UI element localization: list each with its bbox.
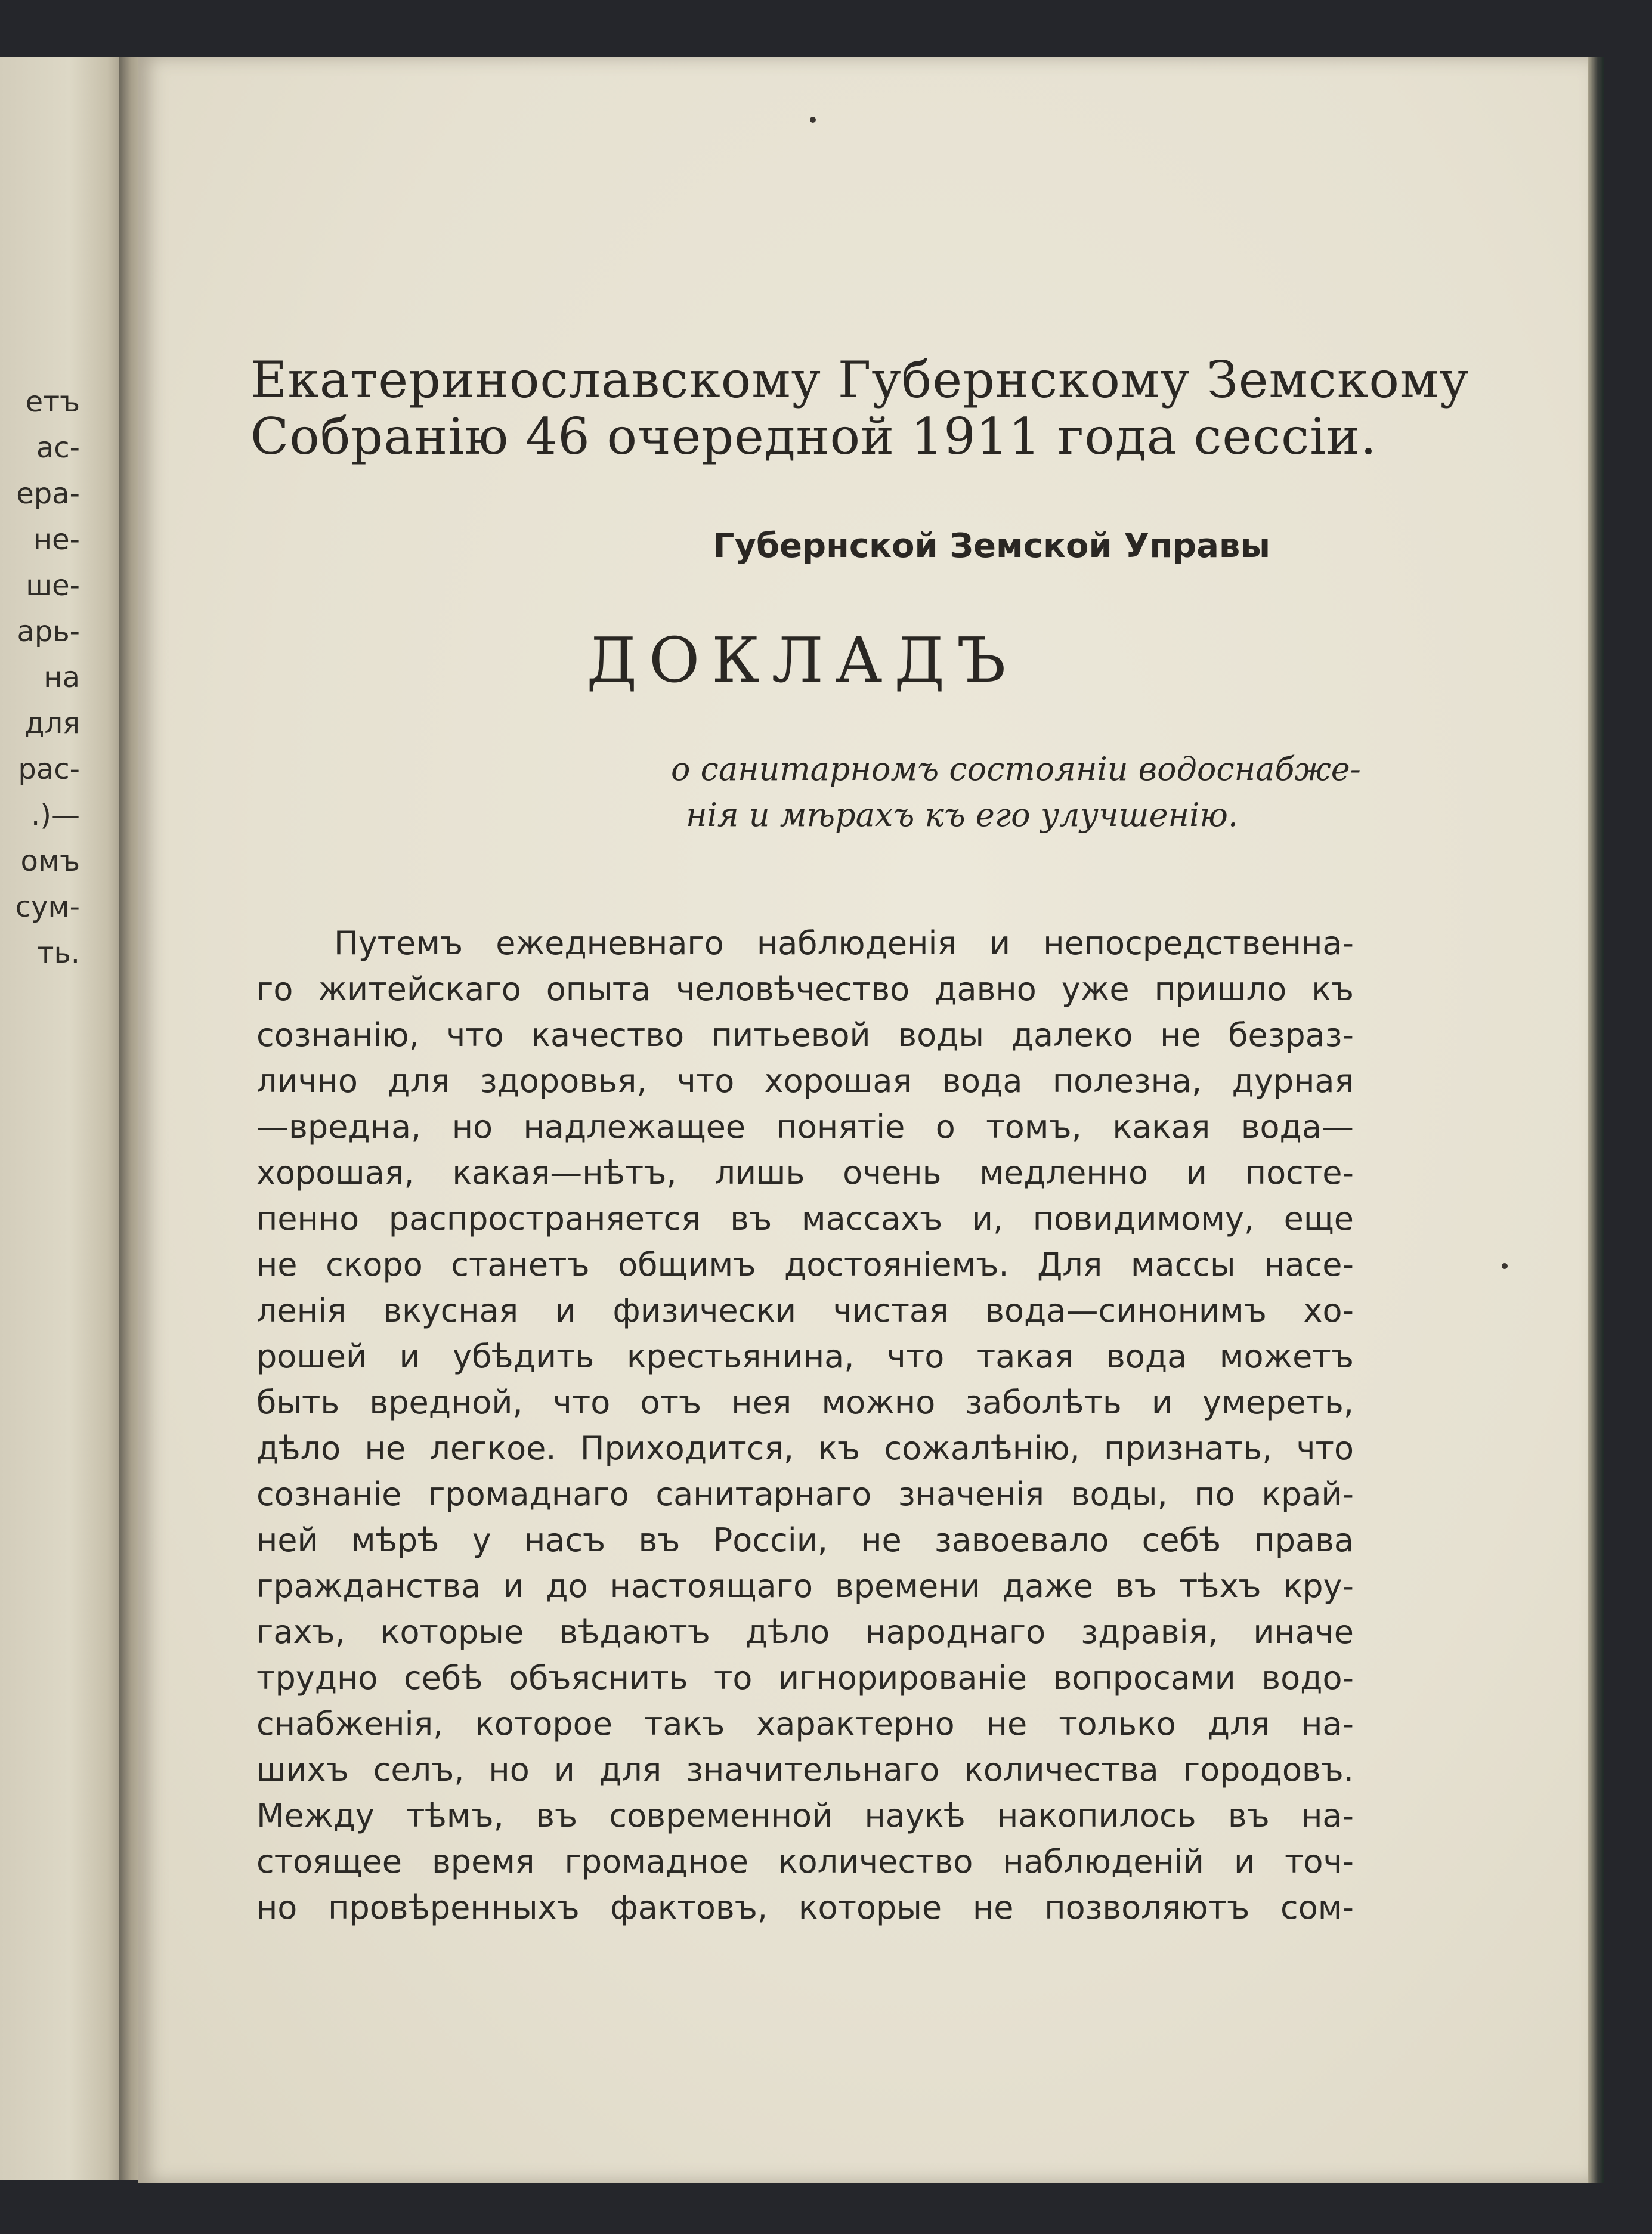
body-line: сознанію, что качество питьевой воды далеко не безраз- [256,1016,1354,1054]
body-line: сознаніе громаднаго санитарнаго значенія воды, по край- [256,1475,1354,1513]
body-line: —вредна, но надлежащее понятіе о томъ, какая вода— [256,1108,1354,1146]
left-page-fragment: не- [33,523,80,556]
left-page-fragment: .)— [31,799,80,832]
body-line: гражданства и до настоящаго времени даже въ тѣхъ кру- [256,1567,1354,1605]
left-page-fragment: омъ [20,844,80,878]
body-line: ленія вкусная и физически чистая вода—синонимъ хо- [256,1292,1354,1329]
left-page-fragment: ас- [36,431,80,465]
previous-page [0,57,126,2180]
body-line: дѣло не легкое. Приходится, къ сожалѣнію, признать, что [256,1429,1354,1467]
left-page-fragment: ера- [16,477,80,510]
left-page-fragment: сум- [15,890,80,924]
left-page-fragment: арь- [17,615,80,648]
body-line: Между тѣмъ, въ современной наукѣ накопилось въ на- [256,1797,1354,1834]
left-page-fragment: на [44,661,80,694]
page-edge [1588,57,1604,2183]
body-line: снабженія, которое такъ характерно не только для на- [256,1705,1354,1743]
body-line: ней мѣрѣ у насъ въ Россіи, не завоевало себѣ права [256,1521,1354,1559]
body-line: лично для здоровья, что хорошая вода полезна, дурная [256,1062,1354,1100]
body-line: не скоро станетъ общимъ достояніемъ. Для массы насе- [256,1246,1354,1283]
body-line: стоящее время громадное количество наблюденій и точ- [256,1843,1354,1880]
left-page-fragment: етъ [25,385,80,419]
issuer-line: Губернской Земской Управы [713,527,1270,565]
body-line: трудно себѣ объяснить то игнорированіе вопросами водо- [256,1659,1354,1697]
body-line: шихъ селъ, но и для значительнаго количества городовъ. [256,1751,1354,1789]
paper-speck [1502,1263,1508,1269]
left-page-fragment: ть. [37,936,80,970]
heading-line: Собранію 46 очередной 1911 года сессіи. [250,407,1377,466]
subtitle-line: нія и мѣрахъ къ его улучшенію. [686,796,1239,834]
paper-speck [810,117,816,123]
body-line: но провѣренныхъ фактовъ, которые не позволяютъ сом- [256,1889,1354,1926]
left-page-fragment: рас- [18,753,80,786]
subtitle-line: о санитарномъ состояніи водоснабже- [671,750,1361,788]
heading-line: Екатеринославскому Губернскому Земскому [250,351,1470,409]
body-line: пенно распространяется въ массахъ и, повидимому, еще [256,1200,1354,1237]
body-line: хорошая, какая—нѣтъ, лишь очень медленно и посте- [256,1154,1354,1192]
body-line: Путемъ ежедневнаго наблюденія и непосредственна- [334,924,1354,962]
body-line: быть вредной, что отъ нея можно заболѣть и умереть, [256,1384,1354,1421]
body-line: гахъ, которые вѣдаютъ дѣло народнаго здравія, иначе [256,1613,1354,1651]
document-title: ДОКЛАДЪ [586,624,1018,697]
left-page-fragment: для [24,707,80,740]
left-page-fragment: ше- [26,569,80,602]
body-line: рошей и убѣдить крестьянина, что такая вода можетъ [256,1338,1354,1375]
body-line: го житейскаго опыта человѣчество давно уже пришло къ [256,970,1354,1008]
